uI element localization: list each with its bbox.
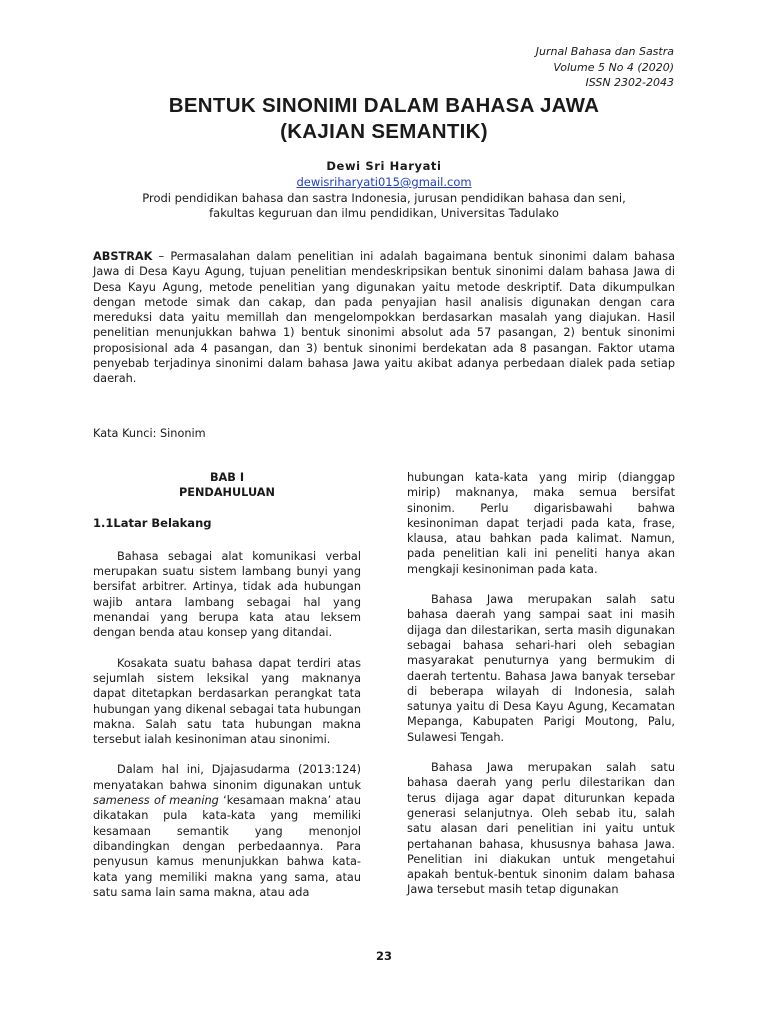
affiliation-line1: Prodi pendidikan bahasa dan sastra Indonesia, jurusan pendidikan bahasa dan seni, [142,191,626,205]
body-paragraph: Bahasa Jawa merupakan salah satu bahasa daerah yang sampai saat ini masih dijaga dan dilestarikan, serta masih digunakan sebagai bahasa sehari-hari oleh sebagian masyarakat penuturnya yang bermukim di daerah tertentu. Bahasa Jawa banyak tersebar di beberapa wilayah di Indonesia, salah satunya yaitu di Desa Kayu Agung, Kecamatan Mepanga, Kabupaten Parigi Moutong, Palu, Sulawesi Tengah. [407,593,675,744]
paper-title-line2: (KAJIAN SEMANTIK) [280,120,488,143]
chapter-number: BAB I [209,471,245,484]
journal-volume: Volume 5 No 4 (2020) [553,60,674,74]
body-paragraph: Bahasa sebagai alat komunikasi verbal merupakan suatu sistem lambang bunyi yang bersifat arbitrer. Artinya, tidak ada hubungan wajib antara lambang sebagai hal yang menandai yang berupa kata atau leksem dengan benda atau konsep yang ditandai. [93,549,361,640]
keywords: Kata Kunci: Sinonim [93,427,206,440]
para-text-after: ‘kesamaan makna’ atau dikatakan pula kata-kata yang memiliki kesamaan semantik yang menonjol dibandingkan dengan perbedaannya. Para penyusun kamus menunjukkan bahwa kata-kata yang memiliki makna yang sama, atau satu sama lain sama makna, atau ada [93,794,361,899]
abstract-text: – Permasalahan dalam penelitian ini adalah bagaimana bentuk sinonimi dalam bahasa Jawa di Desa Kayu Agung, tujuan penelitian mendeskripsikan bentuk sinonimi dalam bahasa Jawa di Desa Kayu Agung, metode penelitian yang digunakan yaitu metode deskriptif. Data dikumpulkan dengan metode simak dan cakap, dan pada penyajian hasil analisis digunakan dengan cara mereduksi data yaitu memillah dan mengelompokkan berdasarkan masalah yang diajukan. Hasil penelitian menunjukkan bahwa 1) bentuk sinonimi absolut ada 57 pasangan, 2) bentuk sinonimi proposisional ada 4 pasangan, dan 3) bentuk sinonimi berdekatan ada 8 pasangan. Faktor utama penyebab terjadinya sinonimi dalam bahasa Jawa yaitu akibat adanya perbedaan dialek pada setiap daerah. [93,250,675,386]
author-email-link[interactable]: dewisriharyati015@gmail.com [296,175,472,189]
abstract [93,249,675,387]
body-paragraph-with-italic [93,762,361,900]
section-title: 1.1Latar Belakang [93,515,212,530]
affiliation-line2: fakultas keguruan dan ilmu pendidikan, Universitas Tadulako [209,205,559,220]
body-paragraph: hubungan kata-kata yang mirip (dianggap mirip) maknanya, maka semua bersifat sinonim. Perlu digarisbawahi bahwa kesinoniman dapat terjadi pada kata, frase, klausa, atau bahkan pada kalimat. Namun, pada penelitian kali ini peneliti hanya akan mengkaji kesinoniman pada kata. [407,471,675,576]
journal-issn: ISSN 2302-2043 [585,76,674,89]
author-name: Dewi Sri Haryati [326,159,442,173]
body-paragraph: Kosakata suatu bahasa dapat terdiri atas sejumlah sistem leksikal yang maknanya dapat ditetapkan berdasarkan perangkat tata hubungan yang dikenal sebagai tata hubungan makna. Salah satu tata hubungan makna tersebut ialah kesinoniman atau sinonimi. [93,656,361,747]
paper-title [0,93,768,145]
journal-header [536,44,674,91]
paper-title-line1: BENTUK SINONIMI DALAM BAHASA JAWA [168,94,600,117]
page-number: 23 [375,949,392,963]
para-text-before: Dalam hal ini, Djajasudarma (2013:124) menyatakan bahwa sinonim digunakan untuk [93,763,361,792]
right-column [407,470,675,913]
left-column [93,470,361,915]
author-affiliation [60,191,708,220]
journal-name: Jurnal Bahasa dan Sastra [535,45,674,58]
chapter-title: PENDAHULUAN [178,486,276,500]
abstract-label: ABSTRAK [93,250,153,263]
body-paragraph: Bahasa Jawa merupakan salah satu bahasa daerah yang perlu dilestarikan dan terus dijaga agar dapat diturunkan kepada generasi selanjutnya. Oleh sebab itu, salah satu alasan dari penelitian ini yaitu untuk pertahanan bahasa, khususnya bahasa Jawa. Penelitian ini diakukan untuk mengetahui apakah bentuk-bentuk sinonim dalam bahasa Jawa tersebut masih tetap digunakan [407,761,675,897]
italic-term: sameness of meaning [93,794,219,808]
